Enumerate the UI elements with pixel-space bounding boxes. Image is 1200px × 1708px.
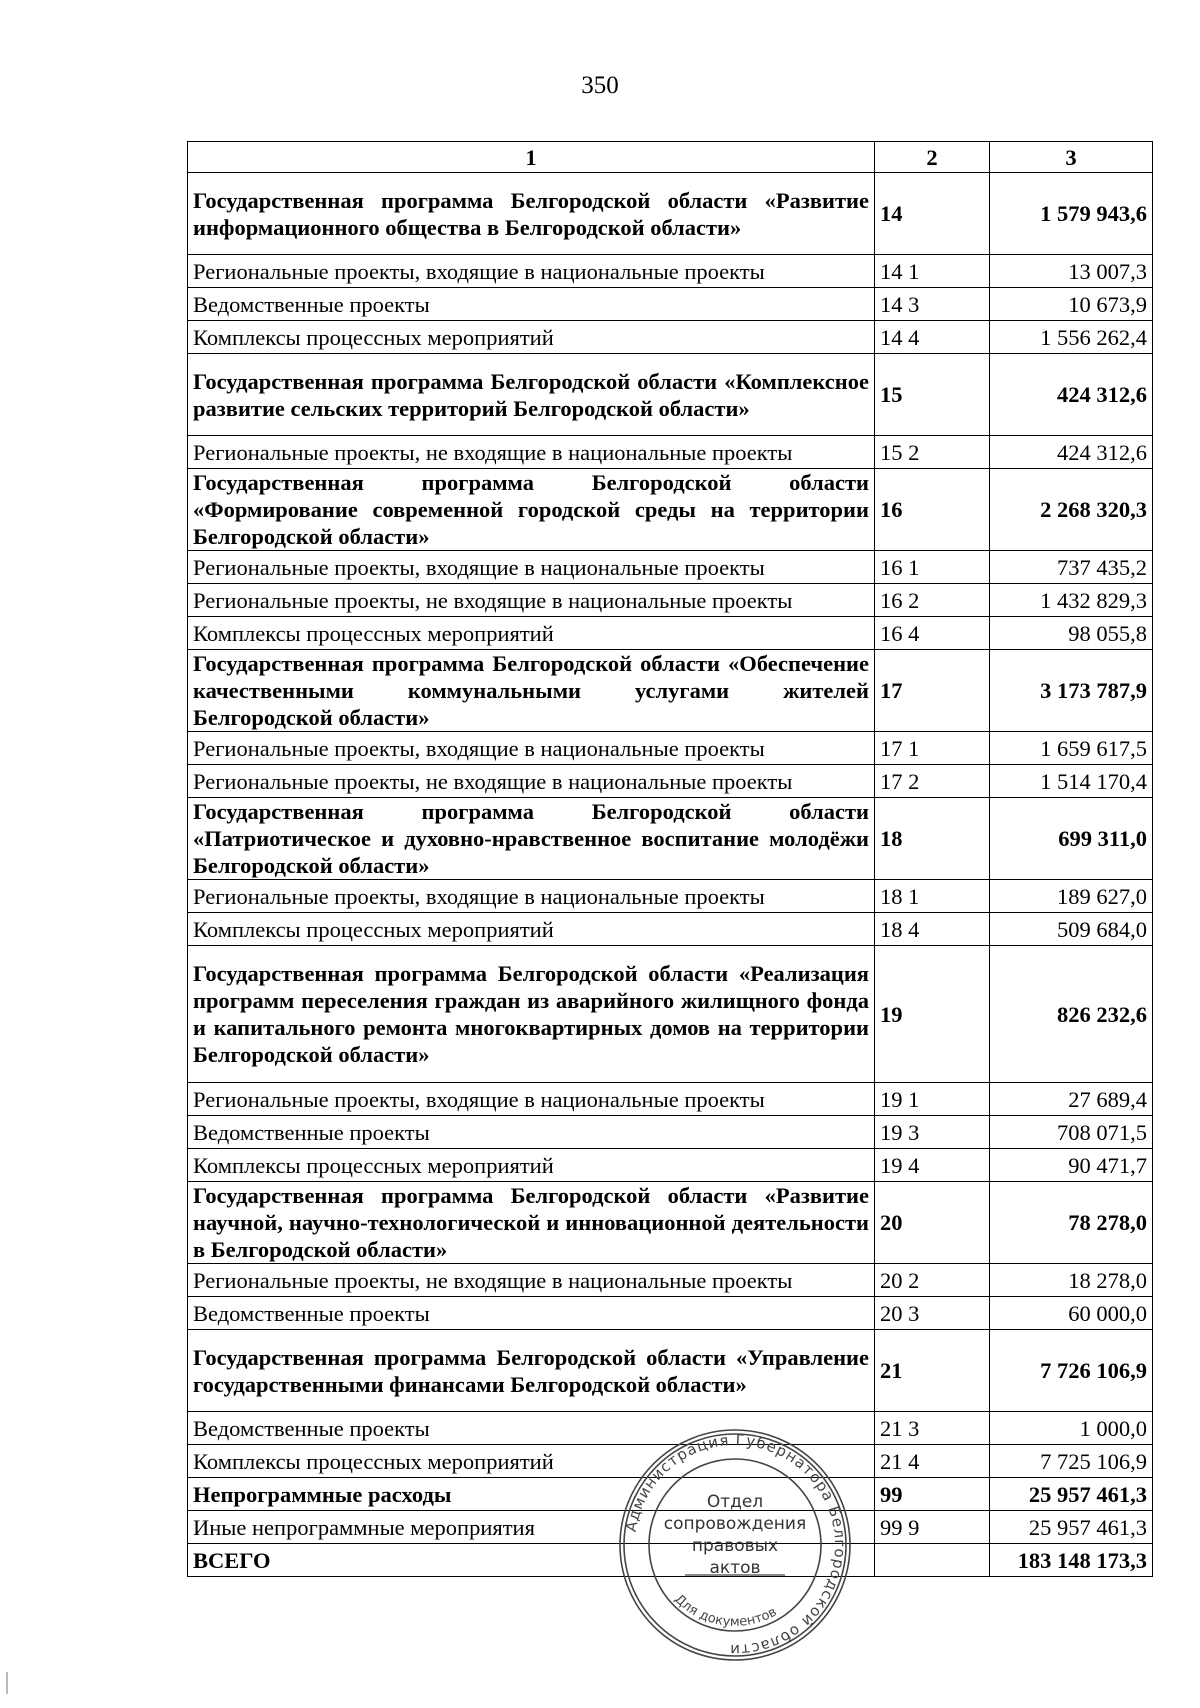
row-name-cell: Государственная программа Белгородской области «Формирование современной городской среды на территории Белгородской области» <box>188 469 875 551</box>
row-sum-cell: 1 579 943,6 <box>990 173 1153 255</box>
program-row <box>188 354 1153 436</box>
row-name-cell: Ведомственные проекты <box>188 1297 875 1330</box>
row-code-cell: 99 9 <box>875 1511 990 1544</box>
subitem-row <box>188 913 1153 946</box>
row-name-cell: Комплексы процессных мероприятий <box>188 617 875 650</box>
subitem-row <box>188 551 1153 584</box>
header-col-3: 3 <box>990 142 1153 173</box>
row-code-cell: 14 3 <box>875 288 990 321</box>
program-row <box>188 1330 1153 1412</box>
row-sum-cell: 2 268 320,3 <box>990 469 1153 551</box>
row-sum-cell: 27 689,4 <box>990 1083 1153 1116</box>
row-code-cell: 14 4 <box>875 321 990 354</box>
row-code-cell: 17 2 <box>875 765 990 798</box>
row-name-cell: Государственная программа Белгородской области «Развитие информационного общества в Белгородской области» <box>188 173 875 255</box>
budget-table <box>187 141 1153 1577</box>
row-sum-cell: 13 007,3 <box>990 255 1153 288</box>
subitem-row <box>188 732 1153 765</box>
budget-table-body <box>188 142 1153 1577</box>
row-code-cell: 19 1 <box>875 1083 990 1116</box>
row-sum-cell: 1 432 829,3 <box>990 584 1153 617</box>
row-name-cell: Региональные проекты, входящие в национальные проекты <box>188 551 875 584</box>
row-name-cell: Ведомственные проекты <box>188 1116 875 1149</box>
subitem-row <box>188 584 1153 617</box>
row-sum-cell: 7 725 106,9 <box>990 1445 1153 1478</box>
row-code-cell: 19 3 <box>875 1116 990 1149</box>
row-sum-cell: 1 659 617,5 <box>990 732 1153 765</box>
svg-text:Администрация Губернатора Белг: Администрация Губернатора Белгородской области <box>621 1430 850 1660</box>
row-name-cell: ВСЕГО <box>188 1544 875 1577</box>
row-sum-cell: 1 000,0 <box>990 1412 1153 1445</box>
row-code-cell: 15 2 <box>875 436 990 469</box>
row-sum-cell: 189 627,0 <box>990 880 1153 913</box>
page-number: 350 <box>581 72 619 99</box>
row-name-cell: Региональные проекты, не входящие в национальные проекты <box>188 436 875 469</box>
row-name-cell: Государственная программа Белгородской области «Реализация программ переселения граждан из аварийного жилищного фонда и капитального ремонта многоквартирных домов на территории Белгородской области» <box>188 946 875 1083</box>
row-name-cell: Комплексы процессных мероприятий <box>188 913 875 946</box>
subitem-row <box>188 617 1153 650</box>
total-row <box>188 1478 1153 1511</box>
subitem-row <box>188 1511 1153 1544</box>
row-name-cell: Региональные проекты, входящие в национальные проекты <box>188 880 875 913</box>
row-code-cell: 15 <box>875 354 990 436</box>
program-row <box>188 946 1153 1083</box>
svg-text:актов: актов <box>709 1558 761 1578</box>
row-code-cell: 16 4 <box>875 617 990 650</box>
subitem-row <box>188 255 1153 288</box>
row-sum-cell: 98 055,8 <box>990 617 1153 650</box>
row-sum-cell: 1 556 262,4 <box>990 321 1153 354</box>
row-name-cell: Государственная программа Белгородской области «Патриотическое и духовно-нравственное воспитание молодёжи Белгородской области» <box>188 798 875 880</box>
program-row <box>188 1182 1153 1264</box>
subitem-row <box>188 1445 1153 1478</box>
row-code-cell: 17 1 <box>875 732 990 765</box>
subitem-row <box>188 1297 1153 1330</box>
row-code-cell <box>875 1544 990 1577</box>
row-name-cell: Иные непрограммные мероприятия <box>188 1511 875 1544</box>
program-row <box>188 173 1153 255</box>
row-sum-cell: 25 957 461,3 <box>990 1511 1153 1544</box>
scan-edge-mark <box>6 1672 8 1694</box>
row-name-cell: Комплексы процессных мероприятий <box>188 1445 875 1478</box>
row-name-cell: Региональные проекты, входящие в национальные проекты <box>188 1083 875 1116</box>
row-code-cell: 20 3 <box>875 1297 990 1330</box>
row-name-cell: Комплексы процессных мероприятий <box>188 1149 875 1182</box>
row-name-cell: Региональные проекты, входящие в национальные проекты <box>188 732 875 765</box>
row-sum-cell: 826 232,6 <box>990 946 1153 1083</box>
row-name-cell: Региональные проекты, не входящие в национальные проекты <box>188 584 875 617</box>
svg-text:Для документов: Для документов <box>671 1591 780 1630</box>
total-row <box>188 1544 1153 1577</box>
row-code-cell: 14 1 <box>875 255 990 288</box>
row-name-cell: Ведомственные проекты <box>188 288 875 321</box>
subitem-row <box>188 1412 1153 1445</box>
row-sum-cell: 424 312,6 <box>990 354 1153 436</box>
header-col-2: 2 <box>875 142 990 173</box>
row-code-cell: 21 4 <box>875 1445 990 1478</box>
svg-text:Отдел: Отдел <box>706 1492 764 1512</box>
row-sum-cell: 424 312,6 <box>990 436 1153 469</box>
row-code-cell: 16 1 <box>875 551 990 584</box>
row-name-cell: Непрограммные расходы <box>188 1478 875 1511</box>
row-code-cell: 19 4 <box>875 1149 990 1182</box>
row-sum-cell: 1 514 170,4 <box>990 765 1153 798</box>
row-sum-cell: 183 148 173,3 <box>990 1544 1153 1577</box>
row-code-cell: 18 4 <box>875 913 990 946</box>
row-sum-cell: 3 173 787,9 <box>990 650 1153 732</box>
row-code-cell: 17 <box>875 650 990 732</box>
row-name-cell: Государственная программа Белгородской области «Развитие научной, научно-технологической и инновационной деятельности в Белгородской области» <box>188 1182 875 1264</box>
subitem-row <box>188 288 1153 321</box>
row-sum-cell: 699 311,0 <box>990 798 1153 880</box>
row-code-cell: 99 <box>875 1478 990 1511</box>
row-code-cell: 16 2 <box>875 584 990 617</box>
subitem-row <box>188 436 1153 469</box>
program-row <box>188 650 1153 732</box>
row-code-cell: 19 <box>875 946 990 1083</box>
svg-text:сопровождения: сопровождения <box>663 1514 807 1534</box>
row-name-cell: Региональные проекты, не входящие в национальные проекты <box>188 765 875 798</box>
subitem-row <box>188 321 1153 354</box>
subitem-row <box>188 765 1153 798</box>
row-sum-cell: 10 673,9 <box>990 288 1153 321</box>
svg-text:правовых: правовых <box>691 1536 779 1556</box>
row-sum-cell: 25 957 461,3 <box>990 1478 1153 1511</box>
row-sum-cell: 7 726 106,9 <box>990 1330 1153 1412</box>
row-code-cell: 18 1 <box>875 880 990 913</box>
row-code-cell: 20 2 <box>875 1264 990 1297</box>
row-code-cell: 21 3 <box>875 1412 990 1445</box>
row-sum-cell: 18 278,0 <box>990 1264 1153 1297</box>
row-code-cell: 16 <box>875 469 990 551</box>
row-name-cell: Комплексы процессных мероприятий <box>188 321 875 354</box>
header-col-1: 1 <box>188 142 875 173</box>
row-code-cell: 20 <box>875 1182 990 1264</box>
row-name-cell: Региональные проекты, входящие в национальные проекты <box>188 255 875 288</box>
row-sum-cell: 737 435,2 <box>990 551 1153 584</box>
row-sum-cell: 78 278,0 <box>990 1182 1153 1264</box>
row-sum-cell: 90 471,7 <box>990 1149 1153 1182</box>
row-code-cell: 18 <box>875 798 990 880</box>
subitem-row <box>188 1264 1153 1297</box>
row-name-cell: Государственная программа Белгородской области «Обеспечение качественными коммунальными услугами жителей Белгородской области» <box>188 650 875 732</box>
row-code-cell: 21 <box>875 1330 990 1412</box>
row-name-cell: Региональные проекты, не входящие в национальные проекты <box>188 1264 875 1297</box>
subitem-row <box>188 1083 1153 1116</box>
subitem-row <box>188 880 1153 913</box>
row-name-cell: Государственная программа Белгородской области «Комплексное развитие сельских территорий Белгородской области» <box>188 354 875 436</box>
subitem-row <box>188 1149 1153 1182</box>
row-sum-cell: 708 071,5 <box>990 1116 1153 1149</box>
row-sum-cell: 509 684,0 <box>990 913 1153 946</box>
row-sum-cell: 60 000,0 <box>990 1297 1153 1330</box>
program-row <box>188 798 1153 880</box>
table-header-row <box>188 142 1153 173</box>
program-row <box>188 469 1153 551</box>
row-name-cell: Ведомственные проекты <box>188 1412 875 1445</box>
row-name-cell: Государственная программа Белгородской области «Управление государственными финансами Белгородской области» <box>188 1330 875 1412</box>
row-code-cell: 14 <box>875 173 990 255</box>
subitem-row <box>188 1116 1153 1149</box>
